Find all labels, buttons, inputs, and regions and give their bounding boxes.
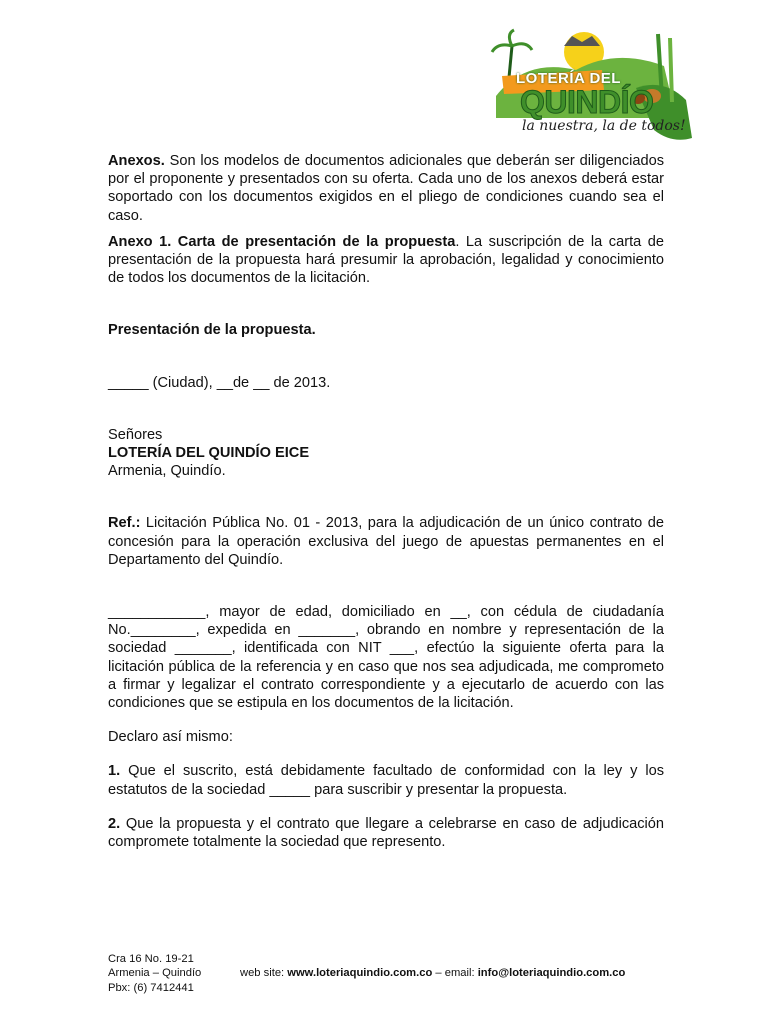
footer-address-line2: Armenia – Quindío	[108, 967, 202, 980]
declaro-line: Declaro así mismo:	[108, 729, 233, 746]
logo-slogan: la nuestra, la de todos!	[522, 118, 686, 134]
anexos-paragraph	[108, 152, 664, 225]
anexos-label: Anexos.	[108, 153, 165, 169]
footer-web-label: web site:	[240, 967, 288, 979]
anexo1-text: . La suscripción de la carta de presentación de la propuesta hará presumir la aprobación, legalidad y conocimiento de todos los documentos de la licitación.	[108, 233, 664, 287]
reference-paragraph	[108, 514, 664, 569]
addressee: LOTERÍA DEL QUINDÍO EICE	[108, 445, 310, 462]
item-1-number: 1.	[108, 763, 121, 780]
anexos-text: Son los modelos de documentos adicionales que deberán ser diligenciados por el proponente y presentados con su oferta. Cada uno de los anexos deberá estar soportado con los documentos exigidos en el pliego de condiciones cuando sea el caso.	[108, 153, 664, 224]
footer-address	[108, 952, 228, 995]
footer-address-line3: Pbx: (6) 7412441	[108, 981, 194, 994]
anexo1-label: Anexo 1. Carta de presentación de la propuesta	[108, 233, 456, 250]
item-2	[108, 815, 664, 851]
date-line: _____ (Ciudad), __de __ de 2013.	[108, 374, 331, 391]
reference-label: Ref.:	[108, 515, 141, 532]
declaration-paragraph: ____________, mayor de edad, domiciliado en __, con cédula de ciudadanía No.________, expedida en _______, obrando en nombre y representación de la sociedad _______, identificada con NIT ___, efectúo la siguiente oferta para la licitación pública de la referencia y en caso que nos sea adjudicada, me comprometo a firmar y legalizar el contrato correspondiente y a ejecutarlo de acuerdo con las condiciones que se estipula en los documentos de la licitación.	[108, 604, 664, 712]
addressee-city: Armenia, Quindío.	[108, 463, 226, 480]
salutation: Señores	[108, 426, 163, 443]
loteria-quindio-logo	[486, 18, 698, 146]
logo-name-line1: LOTERÍA DEL	[516, 70, 621, 87]
anexo1-paragraph	[108, 233, 664, 288]
item-2-text: Que la propuesta y el contrato que llegare a celebrarse en caso de adjudicación compromete totalmente la sociedad que represento.	[108, 815, 664, 851]
footer-web-link[interactable]: www.loteriaquindio.com.co	[287, 967, 433, 979]
item-2-number: 2.	[108, 815, 121, 832]
document-body	[108, 152, 664, 851]
footer-email-link[interactable]: info@loteriaquindio.com.co	[477, 967, 626, 979]
footer-contact	[240, 966, 670, 980]
presentacion-heading: Presentación de la propuesta.	[108, 322, 316, 339]
item-1	[108, 762, 664, 798]
item-1-text: Que el suscrito, está debidamente facultado de conformidad con la ley y los estatutos de la sociedad _____ para suscribir y presentar la propuesta.	[108, 763, 664, 798]
logo-name-line2: QUINDÍO	[520, 84, 654, 120]
reference-text: Licitación Pública No. 01 - 2013, para la adjudicación de un único contrato de concesión para la operación exclusiva del juego de apuestas permanentes en el Departamento del Quindío.	[108, 515, 664, 568]
footer-address-line1: Cra 16 No. 19-21	[108, 953, 194, 965]
footer-email-label: – email:	[432, 967, 478, 979]
